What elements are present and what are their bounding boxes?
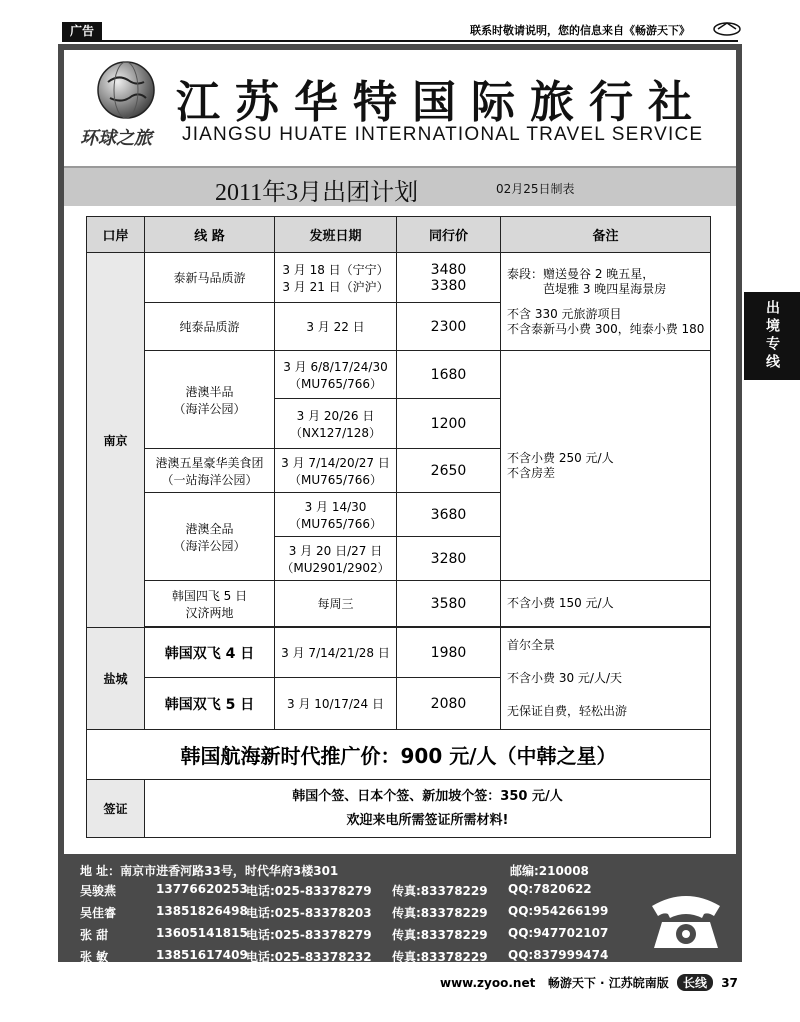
visa-text: 韩国个签、日本个签、新加坡个签：350 元/人 欢迎来电所需签证所需材料! xyxy=(145,780,711,838)
contact-fax: 传真:83378229 xyxy=(392,906,488,920)
price-cell: 3480 3380 xyxy=(397,253,501,303)
table-row xyxy=(87,351,711,399)
contact-name: 吴骏燕 xyxy=(80,884,117,898)
contact-tel: 电话:025-83378279 xyxy=(246,928,372,942)
contact-name: 张 敏 xyxy=(80,950,109,964)
contact-name: 张 甜 xyxy=(80,928,109,942)
date-cell: 3 月 18 日（宁宁） 3 月 21 日（沪沪） xyxy=(275,253,397,303)
telephone-icon xyxy=(648,888,724,952)
footer-section-badge: 长线 xyxy=(677,974,713,991)
date-cell: 3 月 7/14/21/28 日 xyxy=(275,628,397,678)
port-nanjing: 南京 xyxy=(87,253,145,628)
contact-fax: 传真:83378229 xyxy=(392,950,488,964)
promo-text: 韩国航海新时代推广价：900 元/人（中韩之星） xyxy=(87,730,711,780)
col-header-date: 发班日期 xyxy=(275,217,397,253)
brand-slogan: 环球之旅 xyxy=(80,128,152,149)
price-cell: 3680 xyxy=(397,493,501,537)
price-cell: 3580 xyxy=(397,581,501,627)
contact-fax: 传真:83378229 xyxy=(392,928,488,942)
col-header-port: 口岸 xyxy=(87,217,145,253)
postcode: 邮编:210008 xyxy=(510,864,589,878)
contact-fax: 传真:83378229 xyxy=(392,884,488,898)
route-cell: 港澳五星豪华美食团 （一站海洋公园） xyxy=(145,449,275,493)
address: 地 址：南京市进香河路33号，时代华府3楼301 xyxy=(80,864,339,878)
contact-tel: 电话:025-83378279 xyxy=(246,884,372,898)
promo-row xyxy=(87,730,711,780)
contact-name: 吴佳睿 xyxy=(80,906,117,920)
col-header-note: 备注 xyxy=(501,217,711,253)
source-note: 联系时敬请说明，您的信息来自《畅游天下》 xyxy=(470,24,690,37)
route-cell: 港澳半品 （海洋公园） xyxy=(145,351,275,449)
route-cell: 泰新马品质游 xyxy=(145,253,275,303)
date-cell: 3 月 20 日/27 日 （MU2901/2902） xyxy=(275,537,397,581)
contact-mobile: 13851826498 xyxy=(156,904,248,918)
section-side-tab: 出境专线 xyxy=(744,292,800,380)
price-cell: 2650 xyxy=(397,449,501,493)
table-row xyxy=(87,628,711,678)
date-cell: 3 月 10/17/24 日 xyxy=(275,678,397,730)
visa-row xyxy=(87,780,711,838)
contact-qq: QQ:7820622 xyxy=(508,882,592,896)
price-cell: 1200 xyxy=(397,399,501,449)
contact-mobile: 13605141815 xyxy=(156,926,248,940)
date-cell: 每周三 xyxy=(275,581,397,627)
ad-tag: 广告 xyxy=(62,22,102,40)
footer-magazine: 畅游天下 · 江苏皖南版 xyxy=(547,976,669,990)
contact-qq: QQ:954266199 xyxy=(508,904,609,918)
route-cell: 韩国双飞 4 日 xyxy=(145,628,275,678)
table-row xyxy=(87,581,711,627)
top-divider xyxy=(62,40,738,42)
date-cell: 3 月 14/30 （MU765/766） xyxy=(275,493,397,537)
date-cell: 3 月 20/26 日 （NX127/128） xyxy=(275,399,397,449)
port-yancheng: 盐城 xyxy=(87,628,145,730)
note-cell: 不含小费 250 元/人 不含房差 xyxy=(501,351,711,581)
route-cell: 纯泰品质游 xyxy=(145,303,275,351)
date-cell: 3 月 6/8/17/24/30 （MU765/766） xyxy=(275,351,397,399)
price-cell: 1980 xyxy=(397,628,501,678)
price-cell: 1680 xyxy=(397,351,501,399)
footer-site: www.zyoo.net xyxy=(440,976,536,990)
contact-mobile: 13776620253 xyxy=(156,882,248,896)
tour-schedule-table xyxy=(86,216,711,838)
note-cell: 不含小费 150 元/人 xyxy=(501,581,711,627)
table-header-row xyxy=(87,217,711,253)
company-name-en: JIANGSU HUATE INTERNATIONAL TRAVEL SERVICE xyxy=(182,124,704,145)
magazine-logo-icon xyxy=(712,20,742,36)
contact-qq: QQ:947702107 xyxy=(508,926,609,940)
route-cell: 韩国四飞 5 日 汉济两地 xyxy=(145,581,275,627)
price-cell: 2080 xyxy=(397,678,501,730)
route-cell: 韩国双飞 5 日 xyxy=(145,678,275,730)
date-cell: 3 月 7/14/20/27 日 （MU765/766） xyxy=(275,449,397,493)
visa-label: 签证 xyxy=(87,780,145,838)
contact-mobile: 13851617409 xyxy=(156,948,248,962)
price-cell: 2300 xyxy=(397,303,501,351)
contact-tel: 电话:025-83378203 xyxy=(246,906,372,920)
table-row xyxy=(87,253,711,303)
contact-qq: QQ:837999474 xyxy=(508,948,609,962)
contact-tel: 电话:025-83378232 xyxy=(246,950,372,964)
route-cell: 港澳全品 （海洋公园） xyxy=(145,493,275,581)
col-header-route: 线 路 xyxy=(145,217,275,253)
page-footer xyxy=(440,974,738,991)
price-cell: 3280 xyxy=(397,537,501,581)
plan-date: 02月25日制表 xyxy=(496,182,575,196)
col-header-price: 同行价 xyxy=(397,217,501,253)
date-cell: 3 月 22 日 xyxy=(275,303,397,351)
company-name-cn: 江苏华特国际旅行社 xyxy=(176,77,707,128)
note-cell: 首尔全景 不含小费 30 元/人/天 无保证自费，轻松出游 xyxy=(501,628,711,730)
plan-title: 2011年3月出团计划 xyxy=(215,180,419,206)
globe-logo-icon xyxy=(96,60,156,120)
page-number: 37 xyxy=(721,976,738,990)
note-cell: 泰段：赠送曼谷 2 晚五星， 芭堤雅 3 晚四星海景房 不含 330 元旅游项目 不含泰新马小费 300，纯泰小费 180 xyxy=(501,253,711,351)
